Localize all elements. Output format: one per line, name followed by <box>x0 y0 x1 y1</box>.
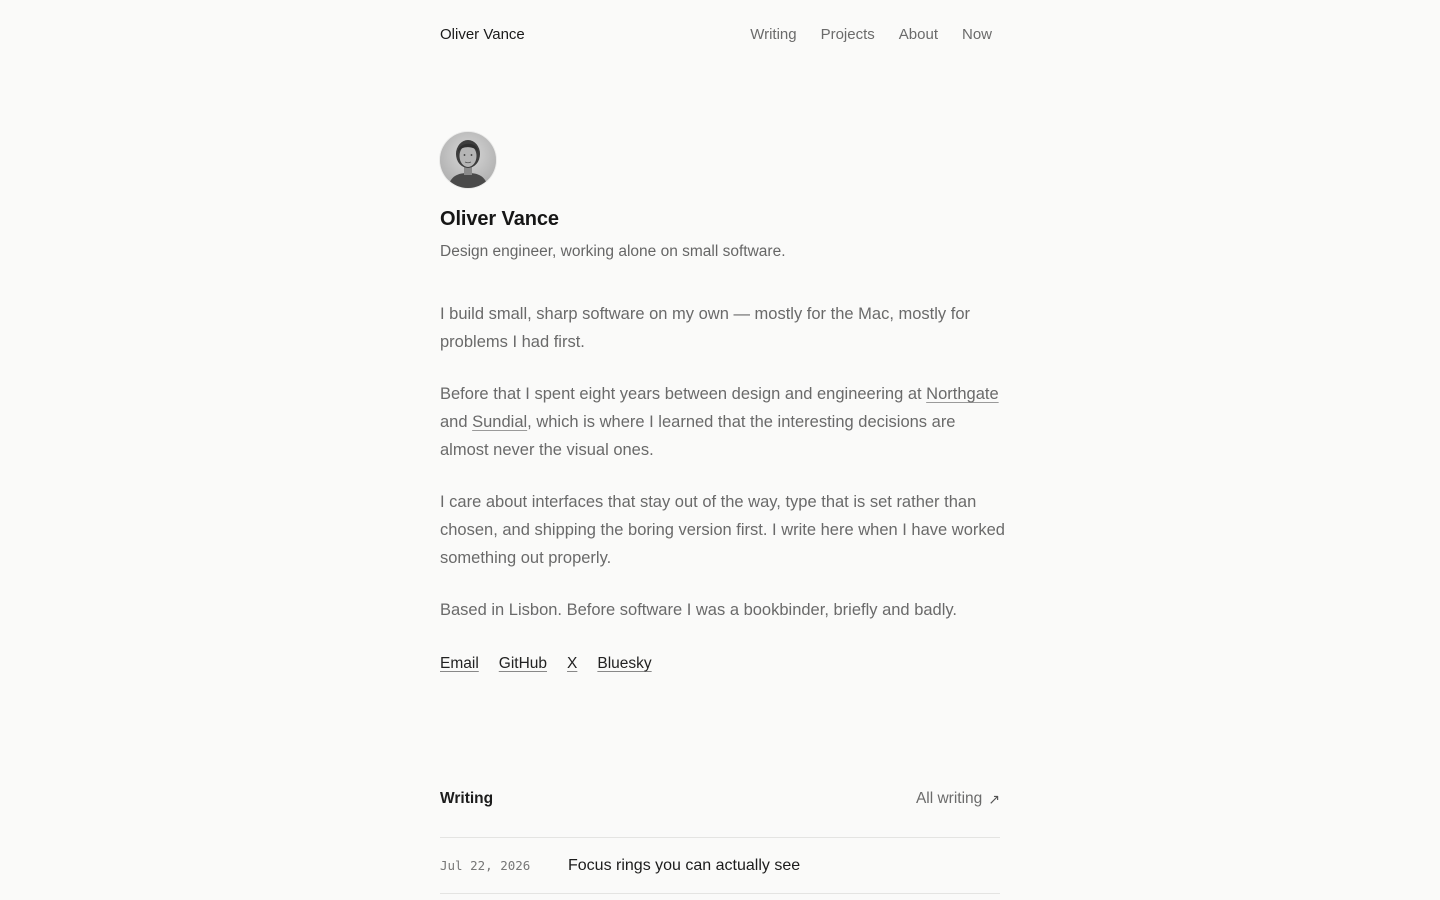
all-writing-label: All writing <box>915 790 983 807</box>
avatar <box>440 132 496 188</box>
site-brand-link[interactable]: Oliver Vance <box>440 25 525 43</box>
writing-section-title: Writing <box>440 790 494 807</box>
github-link[interactable]: GitHub <box>498 655 548 672</box>
all-writing-link[interactable] <box>916 790 1000 808</box>
bio-text: , which is where I learned that the interesting decisions are almost never the visual ones. <box>440 413 956 459</box>
top-nav-bar <box>440 22 1000 46</box>
nav-projects[interactable]: Projects <box>820 25 875 43</box>
bio-paragraph <box>440 380 1005 464</box>
post-row[interactable] <box>440 838 1000 894</box>
main-nav <box>750 26 1000 43</box>
post-title-link[interactable]: Focus rings you can actually see <box>568 856 801 874</box>
writing-section-header <box>440 790 1000 808</box>
nav-about[interactable]: About <box>898 25 938 43</box>
profile-name: Oliver Vance <box>440 208 559 230</box>
bio-paragraph: Based in Lisbon. Before software I was a bookbinder, briefly and badly. <box>440 601 958 619</box>
email-link[interactable]: Email <box>440 655 479 672</box>
profile-tagline: Design engineer, working alone on small software. <box>440 243 786 260</box>
social-links <box>440 655 652 673</box>
avatar-portrait-image <box>440 132 496 188</box>
nav-now[interactable]: Now <box>961 25 992 43</box>
post-date: Jul 22, 2026 <box>440 858 531 873</box>
nav-writing[interactable]: Writing <box>750 25 797 43</box>
bio-paragraph: I care about interfaces that stay out of the way, type that is set rather than chosen, and shipping the boring version first. I write here when I have worked something out properly. <box>440 493 1005 567</box>
bio <box>440 300 1005 648</box>
post-list <box>440 837 1000 894</box>
bio-text: and <box>440 413 473 431</box>
sundial-link[interactable]: Sundial <box>472 413 528 431</box>
arrow-up-right-icon: ↗ <box>988 790 1000 807</box>
bio-paragraph: I build small, sharp software on my own — mostly for the Mac, mostly for problems I had first. <box>440 305 971 351</box>
bluesky-link[interactable]: Bluesky <box>597 655 652 672</box>
bio-text: Before that I spent eight years between design and engineering at <box>440 385 927 403</box>
northgate-link[interactable]: Northgate <box>926 385 999 403</box>
x-link[interactable]: X <box>567 655 578 672</box>
